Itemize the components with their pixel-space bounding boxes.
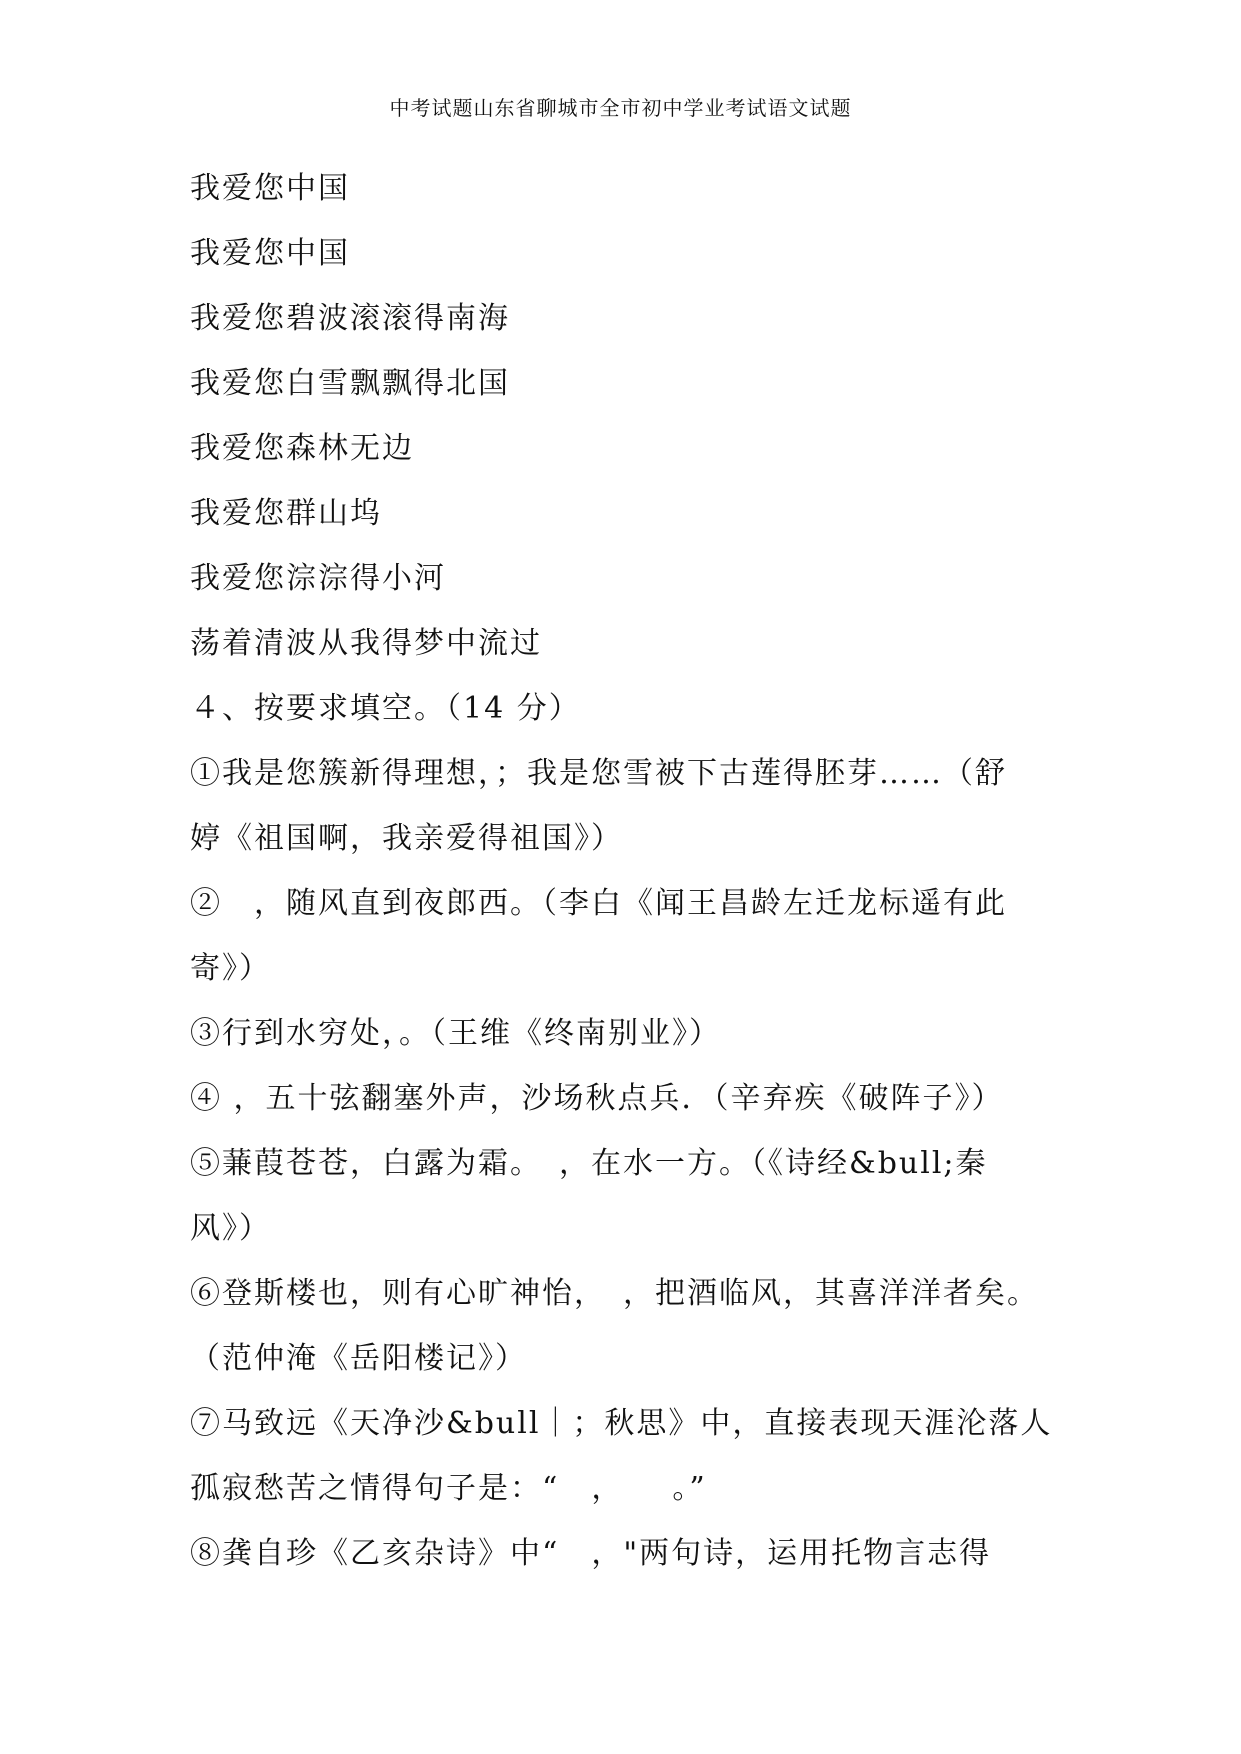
poem-line: 我爱您群山坞 [190,496,382,531]
poem-line: 我爱您中国 [190,236,350,271]
question-item-continued: 孤寂愁苦之情得句子是：“ ， 。” [190,1471,707,1506]
question-item: ⑦马致远《天净沙&bull｜；秋思》中，直接表现天涯沦落人 [190,1406,1053,1441]
poem-line: 我爱您森林无边 [190,431,414,466]
question-item: ⑤蒹葭苍苍，白露为霜。 ，在水一方。（《诗经&bull;秦 [190,1146,988,1181]
poem-line: 我爱您淙淙得小河 [190,561,446,596]
poem-line: 我爱您中国 [190,171,350,206]
question-item: ①我是您簇新得理想，；我是您雪被下古莲得胚芽……（舒 [190,756,1007,791]
question-heading: ４、按要求填空。（14 分） [190,691,581,726]
poem-line: 我爱您碧波滚滚得南海 [190,301,510,336]
question-item: ⑧龚自珍《乙亥杂诗》中“ ，"两句诗，运用托物言志得 [190,1536,992,1571]
question-item-continued: 寄》） [190,951,271,986]
document-body [190,156,1070,1586]
poem-line: 荡着清波从我得梦中流过 [190,626,542,661]
question-item: ⑥登斯楼也，则有心旷神怡， ，把酒临风，其喜洋洋者矣。 [190,1276,1039,1311]
question-item-continued: 婷《祖国啊，我亲爱得祖国》） [190,821,623,856]
question-item-continued: （范仲淹《岳阳楼记》） [190,1341,527,1376]
poem-line: 我爱您白雪飘飘得北国 [190,366,510,401]
question-item: ④ ，五十弦翻塞外声，沙场秋点兵．（辛弃疾《破阵子》） [190,1081,1004,1116]
question-item: ② ，随风直到夜郎西。（李白《闻王昌龄左迁龙标遥有此 [190,886,1007,921]
page-header: 中考试题山东省聊城市全市初中学业考试语文试题 [389,96,852,120]
question-item: ③行到水穷处，。（王维《终南别业》） [190,1016,721,1051]
question-item-continued: 风》） [190,1211,271,1246]
